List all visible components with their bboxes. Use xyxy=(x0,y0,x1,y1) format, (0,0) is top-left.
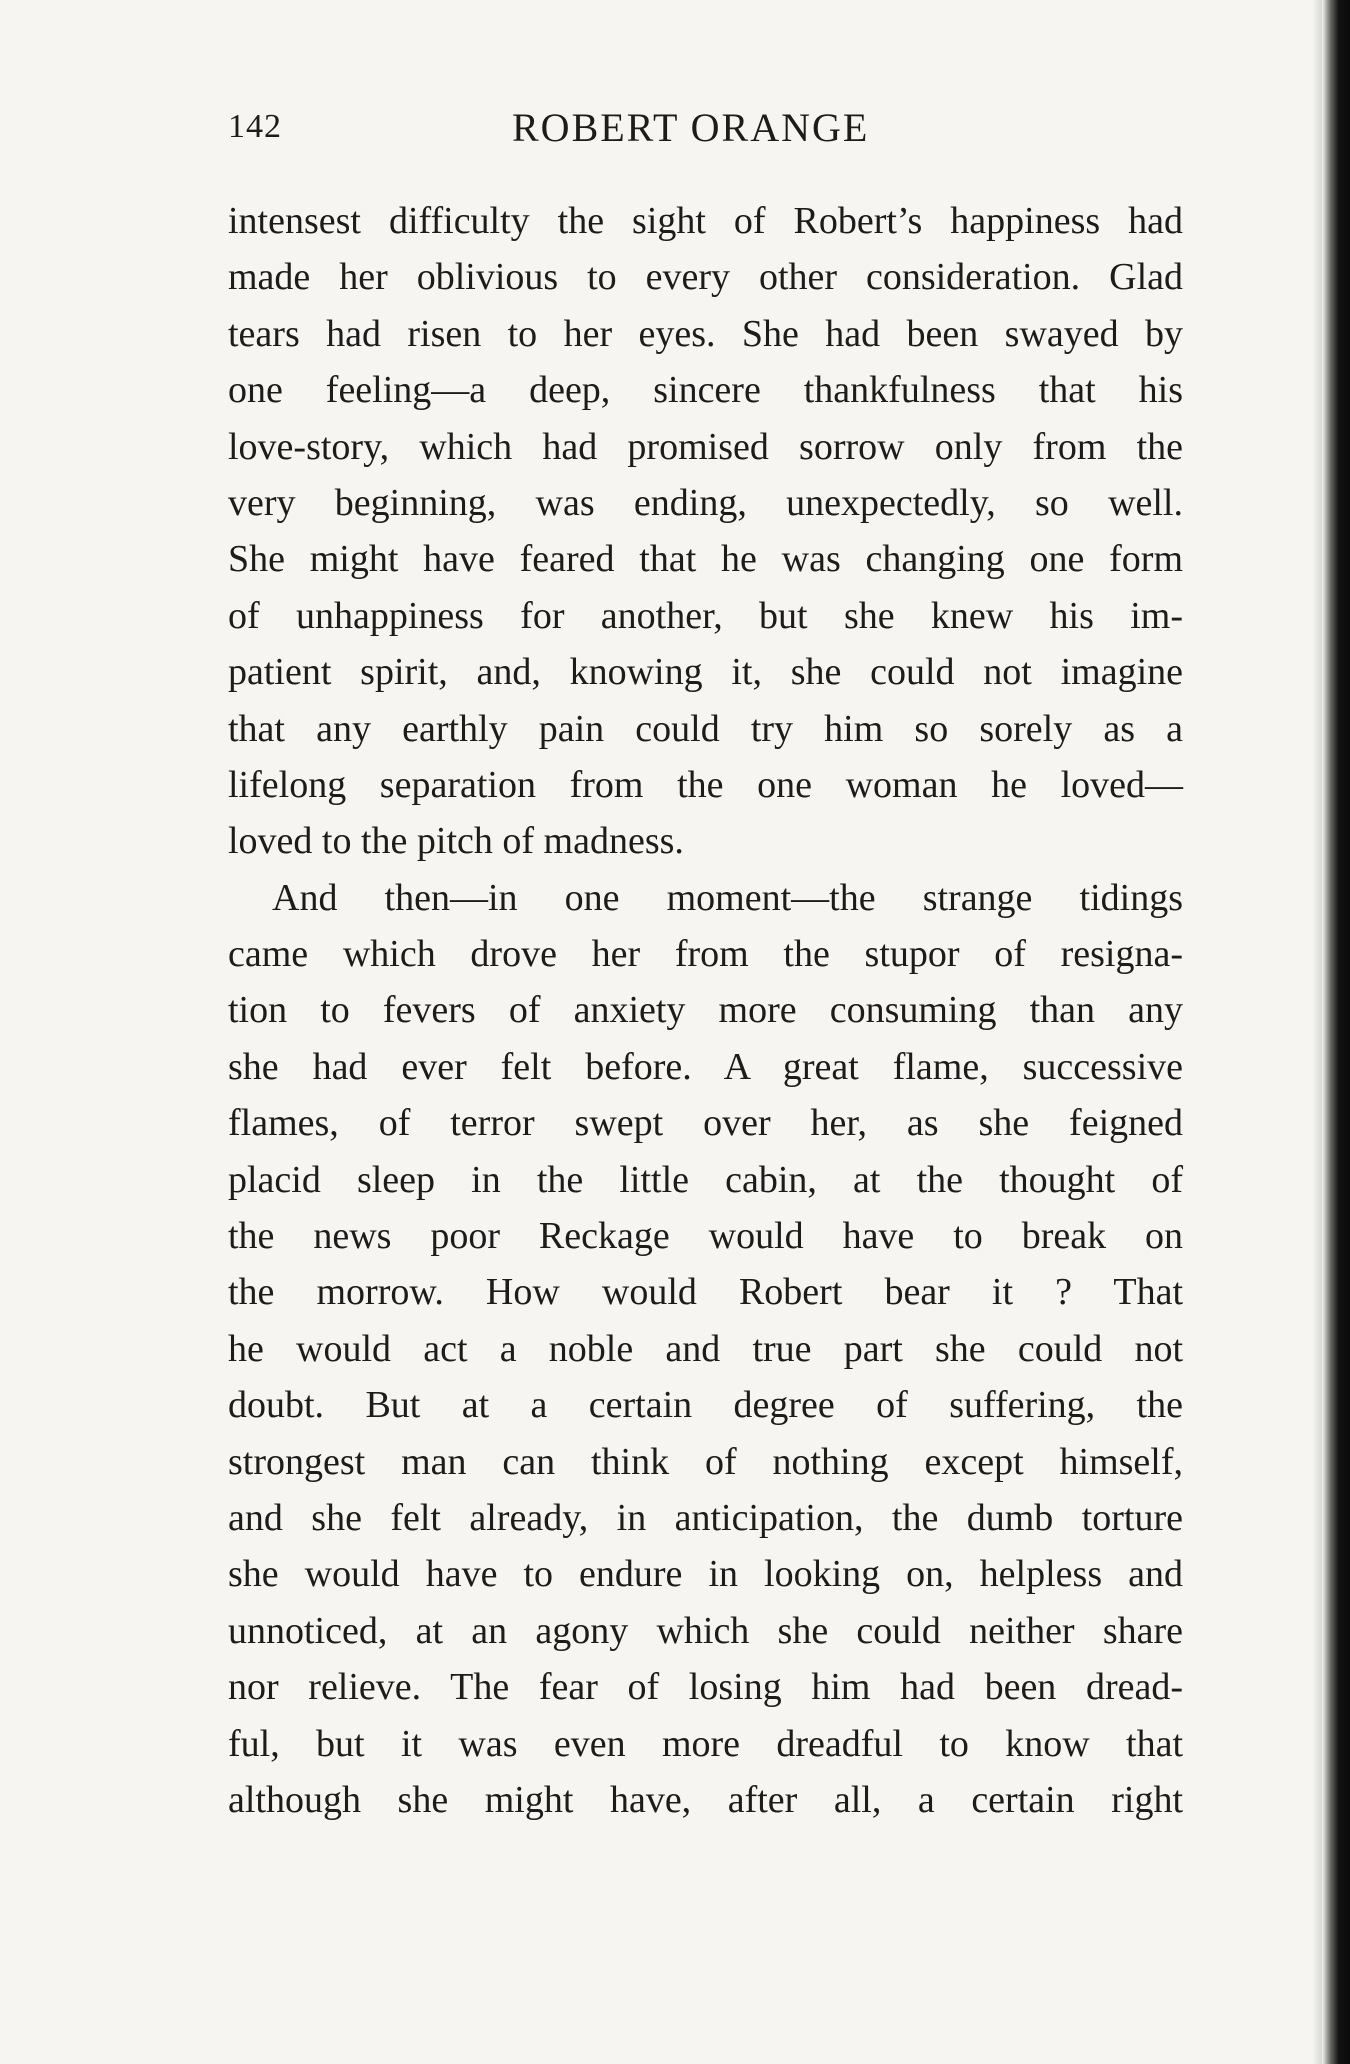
text-line: although she might have, after all, a certain right xyxy=(228,1778,1183,1821)
text-line: she had ever felt before. A great flame, successive xyxy=(228,1045,1183,1088)
text-line: strongest man can think of nothing except himself, xyxy=(228,1440,1183,1483)
text-line: unnoticed, at an agony which she could neither share xyxy=(228,1609,1183,1652)
text-line: and she felt already, in anticipation, the dumb torture xyxy=(228,1496,1183,1539)
text-line: the morrow. How would Robert bear it ? That xyxy=(228,1271,1183,1314)
text-line: that any earthly pain could try him so sorely as a xyxy=(228,707,1183,750)
text-line: She might have feared that he was changing one form xyxy=(228,538,1183,581)
text-line: tion to fevers of anxiety more consuming than any xyxy=(228,989,1183,1032)
text-line: he would act a noble and true part she could not xyxy=(228,1327,1183,1370)
binding-shadow xyxy=(1312,0,1322,2064)
running-head: ROBERT ORANGE xyxy=(512,105,870,150)
paragraph-start-line: And then—in one moment—the strange tidings xyxy=(272,876,1183,919)
text-line: very beginning, was ending, unexpectedly, so well. xyxy=(228,481,1183,524)
text-line: tears had risen to her eyes. She had been swayed by xyxy=(228,312,1183,355)
text-line: flames, of terror swept over her, as she feigned xyxy=(228,1102,1183,1145)
text-line: of unhappiness for another, but she knew his im- xyxy=(228,594,1183,637)
text-line: she would have to endure in looking on, helpless and xyxy=(228,1553,1183,1596)
text-line: nor relieve. The fear of losing him had been dread- xyxy=(228,1666,1183,1709)
binding-edge xyxy=(1322,0,1350,2064)
text-line: placid sleep in the little cabin, at the thought of xyxy=(228,1158,1183,1201)
text-line: the news poor Reckage would have to break on xyxy=(228,1215,1183,1258)
body-text xyxy=(228,193,1183,1828)
text-line: intensest difficulty the sight of Robert’s happiness had xyxy=(228,200,1183,242)
page-number: 142 xyxy=(228,108,282,145)
text-line: one feeling—a deep, sincere thankfulness that his xyxy=(228,369,1183,412)
text-line: patient spirit, and, knowing it, she could not imagine xyxy=(228,651,1183,694)
paragraph-end-line: loved to the pitch of madness. xyxy=(228,820,684,863)
page-header xyxy=(228,100,1183,160)
text-line: love-story, which had promised sorrow only from the xyxy=(228,425,1183,468)
text-line: lifelong separation from the one woman he loved— xyxy=(228,763,1183,806)
text-line: ful, but it was even more dreadful to know that xyxy=(228,1722,1183,1765)
text-line: came which drove her from the stupor of resigna- xyxy=(228,933,1183,976)
text-line: doubt. But at a certain degree of suffering, the xyxy=(228,1384,1183,1427)
text-line: made her oblivious to every other consideration. Glad xyxy=(228,256,1183,299)
